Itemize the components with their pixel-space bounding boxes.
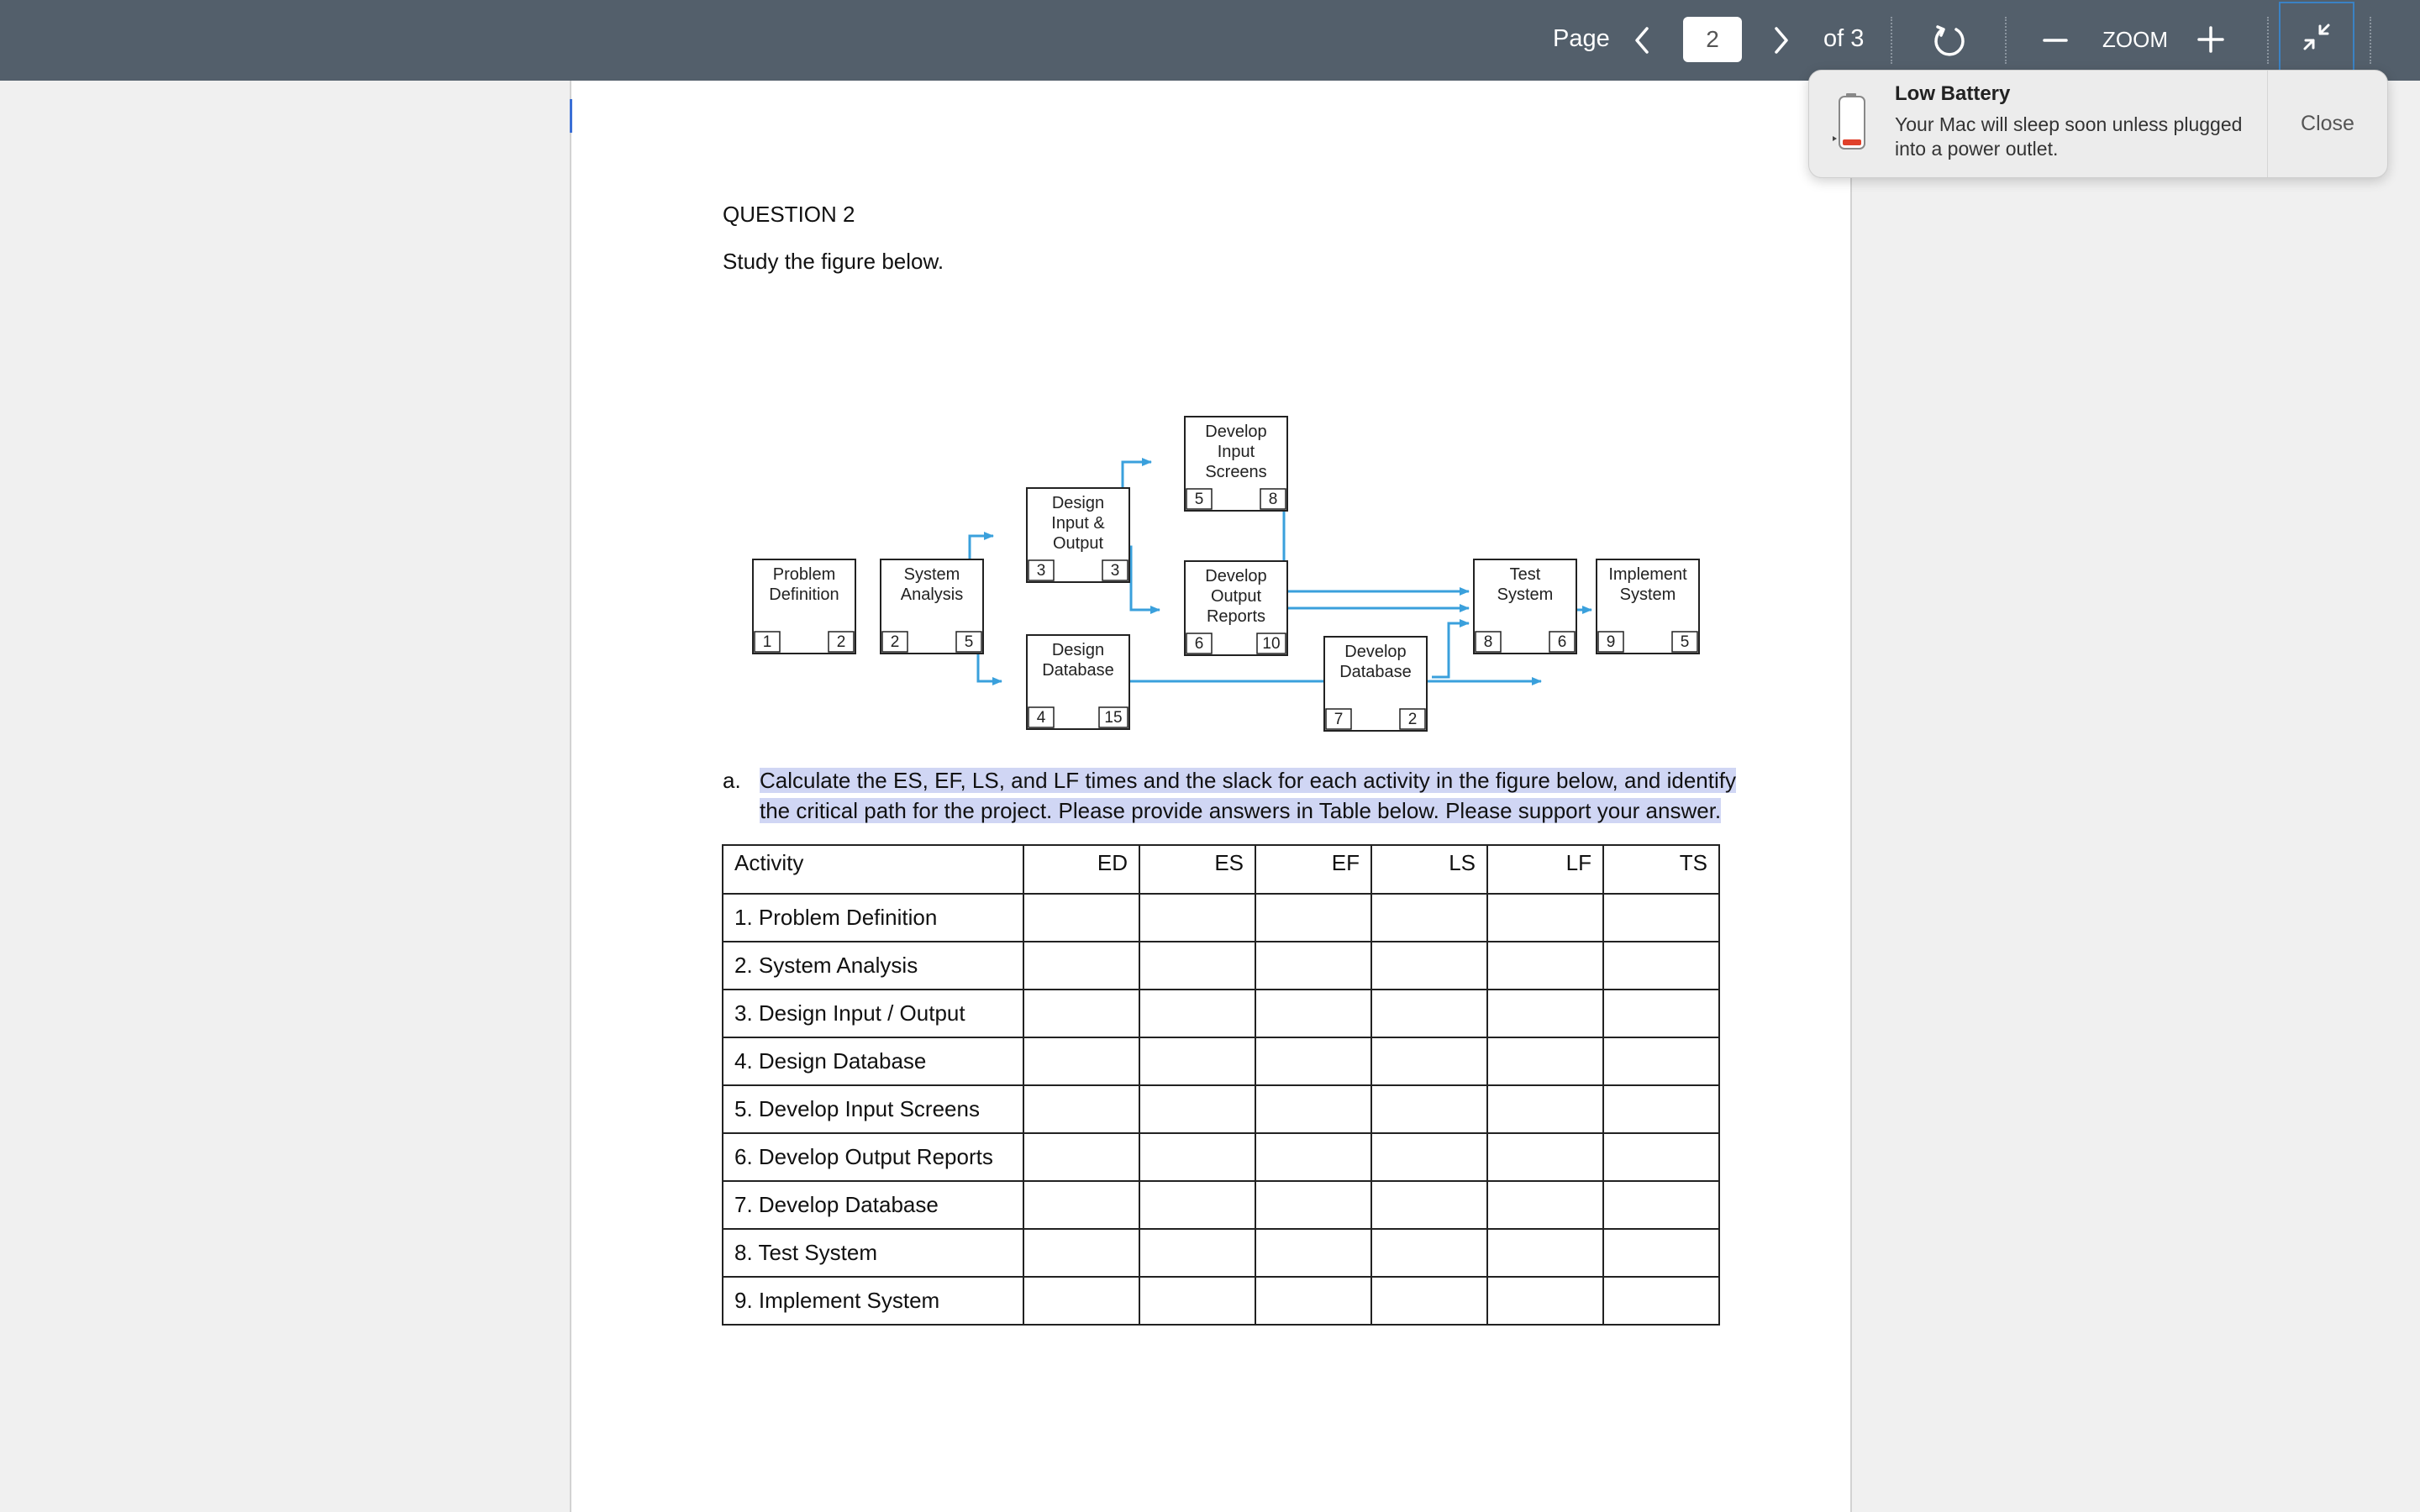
table-row [723,1037,1719,1085]
answer-cell-es[interactable] [1139,942,1255,990]
node-duration: 10 [1262,635,1281,653]
node-label: Implement [1608,565,1687,584]
node-id: 5 [1194,491,1204,508]
answer-cell-ls[interactable] [1371,1229,1487,1277]
node-duration: 3 [1110,562,1120,580]
instruction-text: Study the figure below. [723,249,944,274]
node-label: Input [1217,443,1255,461]
diagram-node [1324,637,1427,731]
answer-cell-ed[interactable] [1023,1085,1139,1133]
highlighted-text: Calculate the ES, EF, LS, and LF times and the slack for each activity in the figure below, and identify [760,768,1736,793]
header-ts: TS [1603,845,1719,894]
node-duration: 2 [1407,711,1418,728]
table-row [723,942,1719,990]
toolbar-separator [2005,17,2007,64]
answer-cell-ef[interactable] [1255,1037,1371,1085]
activity-cell: 9. Implement System [723,1277,1023,1325]
answer-cell-ts[interactable] [1603,1133,1719,1181]
rotate-icon[interactable] [1929,20,1970,60]
answer-cell-ls[interactable] [1371,1277,1487,1325]
answer-cell-es[interactable] [1139,990,1255,1037]
activity-cell: 6. Develop Output Reports [723,1133,1023,1181]
question-heading: QUESTION 2 [723,202,855,227]
toolbar-separator [2370,17,2371,64]
previous-page-icon[interactable] [1627,22,1657,59]
node-label: Problem [772,565,836,584]
answer-cell-ed[interactable] [1023,1037,1139,1085]
edge-5-8 [1263,464,1469,591]
notification-title: Low Battery [1895,82,2011,105]
table-row [723,894,1719,942]
answer-cell-ls[interactable] [1371,1181,1487,1229]
answer-cell-ed[interactable] [1023,1181,1139,1229]
answer-cell-es[interactable] [1139,1277,1255,1325]
answer-table [722,844,1720,1326]
page-count-label: of 3 [1823,25,1865,52]
activity-cell: 1. Problem Definition [723,894,1023,942]
edge-7-8 [1432,623,1469,677]
diagram-node [1185,417,1287,511]
table-row [723,1133,1719,1181]
zoom-in-icon[interactable] [2195,24,2227,55]
table-row [723,1277,1719,1325]
battery-icon [1833,92,1870,157]
answer-cell-ef[interactable] [1255,942,1371,990]
answer-cell-ts[interactable] [1603,1277,1719,1325]
answer-cell-lf[interactable] [1487,1181,1603,1229]
node-id: 6 [1194,635,1204,653]
toolbar-separator [1891,17,1892,64]
node-id: 1 [762,633,772,651]
node-label: Design [1051,494,1105,512]
table-row [723,1085,1719,1133]
project-network-diagram [723,333,1714,753]
answer-cell-es[interactable] [1139,1085,1255,1133]
notification-body [1895,113,2242,161]
answer-cell-ed[interactable] [1023,1133,1139,1181]
low-battery-notification [1808,70,2388,178]
node-id: 4 [1036,709,1046,727]
node-label: Output [1210,587,1262,606]
node-duration: 5 [964,633,974,651]
question-marker: a. [723,768,741,793]
answer-cell-ts[interactable] [1603,1085,1719,1133]
answer-cell-ef[interactable] [1255,1181,1371,1229]
viewer-toolbar [0,0,2420,81]
toolbar-separator [2267,17,2269,64]
answer-cell-es[interactable] [1139,1229,1255,1277]
header-es: ES [1139,845,1255,894]
answer-cell-lf[interactable] [1487,942,1603,990]
answer-cell-ef[interactable] [1255,1229,1371,1277]
diagram-node [1185,561,1287,655]
answer-cell-es[interactable] [1139,1181,1255,1229]
node-label: Analysis [900,585,964,604]
highlighted-text: the critical path for the project. Please provide answers in Table below. Please support your answer. [760,798,1722,823]
node-label: Screens [1205,463,1267,481]
diagram-node [1027,488,1129,582]
activity-cell: 3. Design Input / Output [723,990,1023,1037]
answer-cell-ls[interactable] [1371,942,1487,990]
answer-cell-lf[interactable] [1487,1037,1603,1085]
answer-cell-es[interactable] [1139,894,1255,942]
answer-cell-lf[interactable] [1487,1229,1603,1277]
node-label: Design [1051,641,1105,659]
answer-cell-lf[interactable] [1487,1085,1603,1133]
node-duration: 5 [1680,633,1690,651]
answer-cell-ts[interactable] [1603,1037,1719,1085]
node-label: Output [1052,534,1104,553]
answer-cell-ef[interactable] [1255,1133,1371,1181]
answer-cell-ts[interactable] [1603,990,1719,1037]
node-duration: 6 [1557,633,1567,651]
activity-cell: 4. Design Database [723,1037,1023,1085]
answer-cell-ls[interactable] [1371,990,1487,1037]
node-id: 7 [1334,711,1344,728]
answer-cell-ts[interactable] [1603,894,1719,942]
header-ef: EF [1255,845,1371,894]
text-cursor [570,99,572,133]
answer-cell-ed[interactable] [1023,894,1139,942]
table-row [723,1229,1719,1277]
table-row [723,1181,1719,1229]
answer-cell-ed[interactable] [1023,1277,1139,1325]
header-ed: ED [1023,845,1139,894]
node-label: Test [1509,565,1541,584]
answer-cell-ed[interactable] [1023,990,1139,1037]
page-number-input[interactable] [1683,17,1742,62]
node-label: System [1619,585,1676,604]
answer-cell-lf[interactable] [1487,1133,1603,1181]
diagram-node [753,559,855,654]
node-label: Develop [1205,423,1267,441]
node-id: 8 [1483,633,1493,651]
node-label: System [1497,585,1554,604]
node-label: Database [1042,661,1114,680]
node-label: Develop [1344,643,1407,661]
node-label: Input & [1051,514,1105,533]
answer-cell-es[interactable] [1139,1037,1255,1085]
header-activity: Activity [723,845,1023,894]
header-lf: LF [1487,845,1603,894]
answer-cell-ef[interactable] [1255,1085,1371,1133]
node-label: Reports [1206,607,1266,626]
node-id: 3 [1036,562,1046,580]
diagram-node [1027,635,1129,729]
question-text-line2 [760,798,1721,824]
node-label: Definition [769,585,839,604]
activity-cell: 5. Develop Input Screens [723,1085,1023,1133]
answer-cell-ed[interactable] [1023,1229,1139,1277]
next-page-icon[interactable] [1766,22,1797,59]
node-id: 2 [890,633,900,651]
page-label: Page [1553,25,1610,52]
diagram-node [1597,559,1699,654]
answer-cell-ts[interactable] [1603,1229,1719,1277]
answer-cell-ef[interactable] [1255,1277,1371,1325]
table-row [723,990,1719,1037]
answer-cell-lf[interactable] [1487,990,1603,1037]
notification-body-line1: Your Mac will sleep soon unless plugged [1895,113,2243,135]
notification-body-line2: into a power outlet. [1895,138,2059,160]
answer-cell-ls[interactable] [1371,894,1487,942]
node-duration: 15 [1104,709,1123,727]
answer-cell-ef[interactable] [1255,990,1371,1037]
answer-cell-ls[interactable] [1371,1085,1487,1133]
activity-cell: 2. System Analysis [723,942,1023,990]
header-ls: LS [1371,845,1487,894]
answer-cell-ts[interactable] [1603,1181,1719,1229]
answer-cell-ls[interactable] [1371,1037,1487,1085]
answer-cell-lf[interactable] [1487,1277,1603,1325]
zoom-out-icon[interactable] [2040,25,2070,55]
answer-cell-es[interactable] [1139,1133,1255,1181]
node-label: System [903,565,960,584]
zoom-label: ZOOM [2102,27,2168,52]
question-text-line1 [760,768,1736,794]
node-id: 9 [1606,633,1616,651]
answer-cell-ls[interactable] [1371,1133,1487,1181]
exit-fullscreen-button[interactable] [2279,2,2354,76]
node-duration: 2 [836,633,846,651]
answer-cell-lf[interactable] [1487,894,1603,942]
node-label: Database [1339,663,1412,681]
notification-close-button[interactable]: Close [2301,112,2354,135]
diagram-node [881,559,983,654]
table-header-row [723,845,1719,894]
node-duration: 8 [1268,491,1278,508]
answer-cell-ef[interactable] [1255,894,1371,942]
answer-cell-ts[interactable] [1603,942,1719,990]
node-label: Develop [1205,567,1267,585]
activity-cell: 8. Test System [723,1229,1023,1277]
diagram-node [1474,559,1576,654]
activity-cell: 7. Develop Database [723,1181,1023,1229]
answer-cell-ed[interactable] [1023,942,1139,990]
shrink-icon [2300,20,2333,58]
